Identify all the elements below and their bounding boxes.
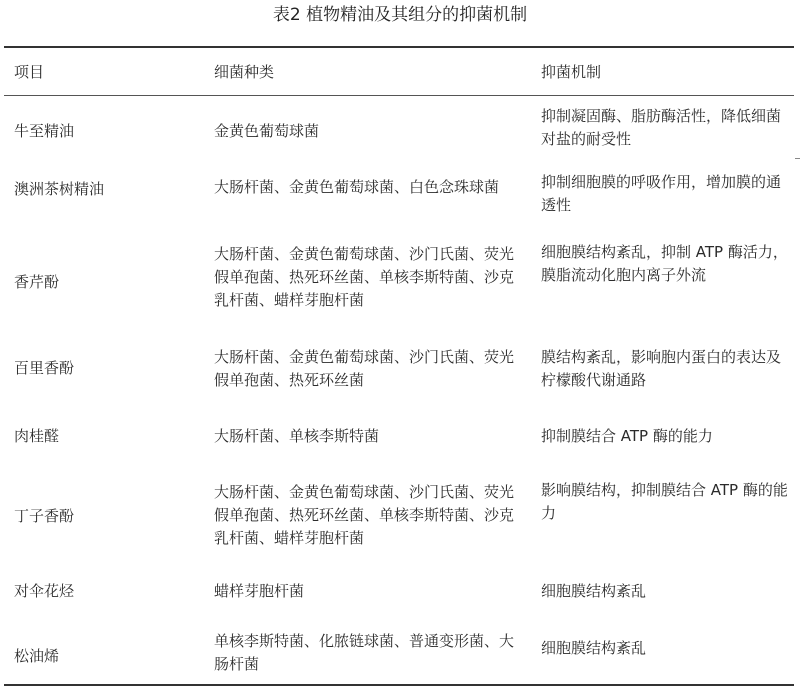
row-5-name: 肉桂醛: [14, 427, 60, 445]
row-3-name: 香芹酚: [14, 273, 60, 291]
row-6-name: 丁子香酚: [14, 507, 75, 525]
row-6-mechanism: 影响膜结构，抑制膜结合 ATP 酶的能力: [541, 481, 788, 522]
header-divider-rule: [4, 95, 794, 96]
header-item: 项目: [14, 63, 45, 81]
row-4-name: 百里香酚: [14, 359, 75, 377]
row-7-name: 对伞花烃: [14, 582, 75, 600]
row-2-mechanism: 抑制细胞膜的呼吸作用，增加膜的通透性: [541, 173, 782, 214]
row-3-bacteria: 大肠杆菌、金黄色葡萄球菌、沙门氏菌、荧光假单孢菌、热死环丝菌、单核李斯特菌、沙克乳杆菌、蜡样芽胞杆菌: [214, 245, 515, 309]
row-1-bacteria: 金黄色葡萄球菌: [214, 122, 320, 140]
table-title: 表2 植物精油及其组分的抑菌机制: [272, 5, 528, 25]
row-5-mechanism: 抑制膜结合 ATP 酶的能力: [541, 427, 713, 445]
row-6-bacteria: 大肠杆菌、金黄色葡萄球菌、沙门氏菌、荧光假单孢菌、热死环丝菌、单核李斯特菌、沙克乳杆菌、蜡样芽胞杆菌: [214, 483, 515, 547]
row-7-mechanism: 细胞膜结构紊乱: [541, 582, 647, 600]
row-7-bacteria: 蜡样芽胞杆菌: [214, 582, 305, 600]
header-mechanism: 抑菌机制: [541, 63, 602, 81]
table-top-rule: [4, 46, 794, 48]
row-8-name: 松油烯: [14, 647, 60, 665]
row-2-name: 澳洲茶树精油: [14, 180, 105, 198]
row-8-bacteria: 单核李斯特菌、化脓链球菌、普通变形菌、大肠杆菌: [214, 632, 515, 673]
row-3-mechanism: 细胞膜结构紊乱，抑制 ATP 酶活力，膜脂流动化胞内离子外流: [541, 243, 788, 284]
row-4-mechanism: 膜结构紊乱，影响胞内蛋白的表达及柠檬酸代谢通路: [541, 348, 782, 389]
row-4-bacteria: 大肠杆菌、金黄色葡萄球菌、沙门氏菌、荧光假单孢菌、热死环丝菌: [214, 348, 515, 389]
table-bottom-rule: [4, 684, 794, 686]
row-5-bacteria: 大肠杆菌、单核李斯特菌: [214, 427, 380, 445]
row-8-mechanism: 细胞膜结构紊乱: [541, 639, 647, 657]
row-1-mechanism: 抑制凝固酶、脂肪酶活性，降低细菌对盐的耐受性: [541, 107, 782, 148]
row-2-bacteria: 大肠杆菌、金黄色葡萄球菌、白色念珠球菌: [214, 178, 500, 196]
edge-mark: [795, 158, 800, 159]
header-bacteria: 细菌种类: [214, 63, 275, 81]
row-1-name: 牛至精油: [14, 122, 75, 140]
